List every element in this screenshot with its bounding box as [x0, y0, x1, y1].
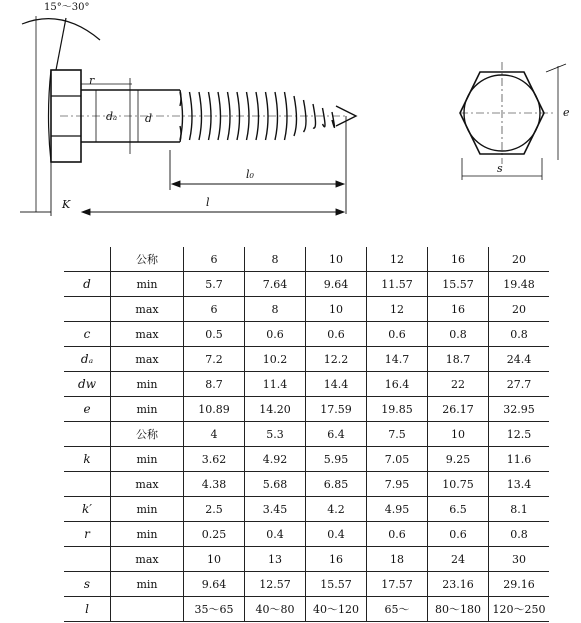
row-value-cell: 6.5 [428, 497, 489, 522]
row-label-cell: min [111, 572, 184, 597]
row-value-cell: 27.7 [489, 372, 550, 397]
label-e: e [563, 106, 570, 119]
row-value-cell: 0.6 [367, 322, 428, 347]
table-row [64, 472, 549, 497]
row-value-cell: 5.7 [184, 272, 245, 297]
row-value-cell: 26.17 [428, 397, 489, 422]
row-label-cell [111, 597, 184, 622]
table-row [64, 447, 549, 472]
row-value-cell: 35～65 [184, 597, 245, 622]
row-value-cell: 0.6 [306, 322, 367, 347]
row-value-cell: 5.3 [245, 422, 306, 447]
label-da: dₐ [106, 110, 118, 123]
table-row [64, 372, 549, 397]
table-row [64, 497, 549, 522]
table-row [64, 522, 549, 547]
row-value-cell: 5.68 [245, 472, 306, 497]
spec-table-body [64, 247, 549, 622]
table-row [64, 547, 549, 572]
row-symbol-cell [64, 547, 111, 572]
row-value-cell: 3.62 [184, 447, 245, 472]
table-row [64, 347, 549, 372]
row-label-cell: min [111, 447, 184, 472]
row-value-cell: 20 [489, 297, 550, 322]
row-label-cell: max [111, 547, 184, 572]
row-value-cell: 18.7 [428, 347, 489, 372]
l-arrow-right [336, 209, 344, 215]
row-value-cell: 4.92 [245, 447, 306, 472]
row-label-cell: min [111, 372, 184, 397]
e-extension-top [546, 64, 566, 72]
row-value-cell: 6.4 [306, 422, 367, 447]
row-label-cell: min [111, 497, 184, 522]
row-symbol-cell: d [83, 277, 91, 291]
row-label-cell: min [111, 522, 184, 547]
row-value-cell: 7.64 [245, 272, 306, 297]
row-symbol-cell [64, 422, 111, 447]
row-symbol-cell: dₐ [80, 352, 94, 366]
row-value-cell: 0.25 [184, 522, 245, 547]
row-value-cell: 4.38 [184, 472, 245, 497]
row-value-cell: 8.7 [184, 372, 245, 397]
header-value-cell: 16 [428, 247, 489, 272]
row-value-cell: 0.4 [245, 522, 306, 547]
thread-crest [218, 92, 221, 140]
header-label-cell: 公称 [111, 247, 184, 272]
row-value-cell: 7.5 [367, 422, 428, 447]
label-k: K [62, 198, 71, 211]
label-l0: l₀ [246, 168, 254, 181]
row-label-cell: max [111, 347, 184, 372]
row-symbol-cell: s [83, 577, 91, 591]
spec-table [64, 247, 549, 622]
row-value-cell: 0.8 [428, 322, 489, 347]
row-symbol-cell: k′ [82, 502, 92, 516]
row-value-cell: 10.75 [428, 472, 489, 497]
row-value-cell: 8.1 [489, 497, 550, 522]
row-value-cell: 17.57 [367, 572, 428, 597]
row-value-cell: 30 [489, 547, 550, 572]
angle-label: 15°～30° [44, 2, 90, 13]
row-value-cell: 24 [428, 547, 489, 572]
row-value-cell: 10.89 [184, 397, 245, 422]
row-label-cell: max [111, 322, 184, 347]
row-symbol-cell: dw [78, 377, 96, 391]
label-r: r [89, 74, 95, 87]
row-label-cell: max [111, 297, 184, 322]
table-row [64, 397, 549, 422]
row-value-cell: 12.5 [489, 422, 550, 447]
table-row [64, 422, 549, 447]
row-symbol-cell: c [83, 327, 91, 341]
row-value-cell: 19.48 [489, 272, 550, 297]
label-l: l [206, 196, 210, 209]
row-value-cell: 19.85 [367, 397, 428, 422]
row-value-cell: 10 [306, 297, 367, 322]
screw-drawing-svg [0, 0, 581, 232]
thread-crest [323, 108, 326, 127]
label-d: d [145, 112, 153, 125]
table-row [64, 322, 549, 347]
row-value-cell: 13.4 [489, 472, 550, 497]
row-symbol-cell: e [83, 402, 91, 416]
table-row [64, 597, 549, 622]
row-label-cell: min [111, 397, 184, 422]
row-value-cell: 17.59 [306, 397, 367, 422]
row-value-cell: 6.85 [306, 472, 367, 497]
row-value-cell: 24.4 [489, 347, 550, 372]
row-value-cell: 29.16 [489, 572, 550, 597]
row-value-cell: 0.4 [306, 522, 367, 547]
row-value-cell: 40～80 [245, 597, 306, 622]
row-value-cell: 8 [245, 297, 306, 322]
table-header-row [64, 247, 549, 272]
row-value-cell: 40～120 [306, 597, 367, 622]
header-value-cell: 12 [367, 247, 428, 272]
row-value-cell: 80～180 [428, 597, 489, 622]
row-value-cell: 12.2 [306, 347, 367, 372]
row-symbol-cell: r [84, 527, 90, 541]
label-s: s [497, 162, 503, 175]
thread-crest [332, 112, 335, 127]
row-value-cell: 32.95 [489, 397, 550, 422]
row-value-cell: 23.16 [428, 572, 489, 597]
header-value-cell: 10 [306, 247, 367, 272]
header-symbol-cell [64, 247, 111, 272]
row-value-cell: 0.6 [428, 522, 489, 547]
header-value-cell: 8 [245, 247, 306, 272]
table-row [64, 572, 549, 597]
l0-arrow-right [336, 181, 344, 187]
l-arrow-left [82, 209, 90, 215]
row-symbol-cell [64, 297, 111, 322]
hex-end-view [460, 62, 566, 180]
angle-arc [22, 19, 100, 40]
table-row [64, 272, 549, 297]
row-value-cell: 0.5 [184, 322, 245, 347]
header-value-cell: 20 [489, 247, 550, 272]
row-value-cell: 16.4 [367, 372, 428, 397]
row-value-cell: 15.57 [428, 272, 489, 297]
row-value-cell: 10 [184, 547, 245, 572]
row-value-cell: 0.8 [489, 322, 550, 347]
row-value-cell: 7.2 [184, 347, 245, 372]
row-value-cell: 9.25 [428, 447, 489, 472]
row-value-cell: 5.95 [306, 447, 367, 472]
screw-drawing [0, 0, 581, 232]
row-symbol-cell [64, 472, 111, 497]
row-value-cell: 11.4 [245, 372, 306, 397]
row-label-cell: 公称 [111, 422, 184, 447]
row-symbol-cell: k [83, 452, 91, 466]
thread-crest [313, 104, 316, 128]
row-value-cell: 22 [428, 372, 489, 397]
row-value-cell: 10.2 [245, 347, 306, 372]
row-value-cell: 65～ [367, 597, 428, 622]
row-value-cell: 10 [428, 422, 489, 447]
row-value-cell: 14.4 [306, 372, 367, 397]
l0-arrow-left [172, 181, 180, 187]
row-value-cell: 11.57 [367, 272, 428, 297]
row-value-cell: 15.57 [306, 572, 367, 597]
row-value-cell: 14.7 [367, 347, 428, 372]
row-value-cell: 4.2 [306, 497, 367, 522]
row-symbol-cell: l [85, 602, 89, 616]
row-value-cell: 0.8 [489, 522, 550, 547]
thread-crest [266, 92, 269, 140]
row-value-cell: 16 [428, 297, 489, 322]
row-value-cell: 2.5 [184, 497, 245, 522]
row-value-cell: 7.05 [367, 447, 428, 472]
angle-line [56, 18, 66, 70]
row-label-cell: min [111, 272, 184, 297]
thread-start [180, 90, 181, 142]
row-value-cell: 7.95 [367, 472, 428, 497]
header-value-cell: 6 [184, 247, 245, 272]
row-value-cell: 3.45 [245, 497, 306, 522]
row-value-cell: 13 [245, 547, 306, 572]
row-value-cell: 9.64 [184, 572, 245, 597]
row-value-cell: 4.95 [367, 497, 428, 522]
row-label-cell: max [111, 472, 184, 497]
row-value-cell: 16 [306, 547, 367, 572]
row-value-cell: 120～250 [489, 597, 550, 622]
row-value-cell: 18 [367, 547, 428, 572]
row-value-cell: 12.57 [245, 572, 306, 597]
row-value-cell: 9.64 [306, 272, 367, 297]
row-value-cell: 0.6 [245, 322, 306, 347]
table-row [64, 297, 549, 322]
row-value-cell: 12 [367, 297, 428, 322]
row-value-cell: 11.6 [489, 447, 550, 472]
row-value-cell: 0.6 [367, 522, 428, 547]
row-value-cell: 4 [184, 422, 245, 447]
row-value-cell: 6 [184, 297, 245, 322]
row-value-cell: 14.20 [245, 397, 306, 422]
